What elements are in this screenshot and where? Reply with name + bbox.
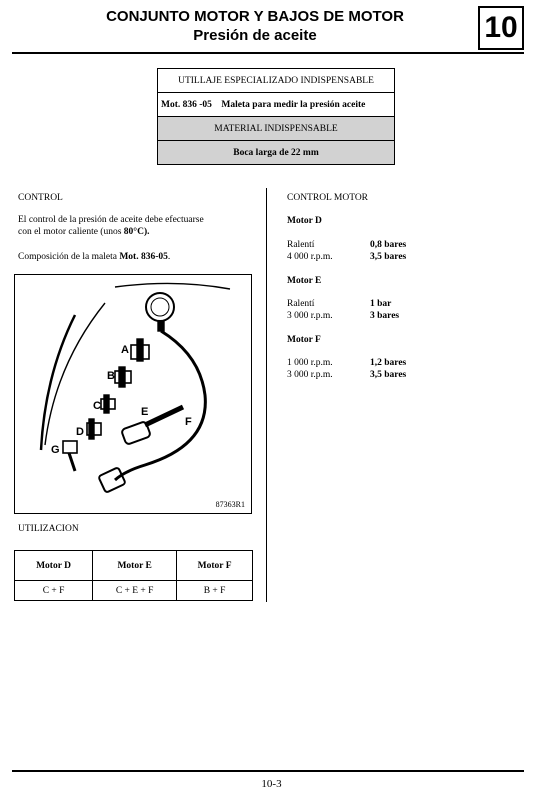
cell-motor-d: C + F [15, 581, 93, 601]
engine-f-speed-2: 3 000 r.p.m. [287, 370, 333, 380]
column-divider [266, 188, 267, 602]
label-d: D [76, 426, 84, 438]
control-heading: CONTROL [18, 193, 63, 203]
engine-e-speed-1: Ralentí [287, 299, 315, 309]
engine-e-speed-2: 3 000 r.p.m. [287, 311, 333, 321]
tool-kit-drawing [15, 275, 253, 515]
tool-kit-figure [14, 274, 252, 514]
label-e: E [141, 406, 149, 418]
label-c: C [93, 400, 101, 412]
engine-f-name: Motor F [287, 335, 321, 345]
engine-d-pressure-2: 3,5 bares [370, 252, 407, 262]
page-number: 10-3 [261, 778, 282, 790]
engine-f-speed-1: 1 000 r.p.m. [287, 358, 333, 368]
engine-d-speed-1: Ralentí [287, 240, 315, 250]
special-tools-heading: UTILLAJE ESPECIALIZADO INDISPENSABLE [158, 69, 395, 93]
control-text-part: con el motor caliente (unos [18, 227, 124, 237]
engine-e-pressure-2: 3 bares [370, 311, 400, 321]
engine-d-pressure-1: 0,8 bares [370, 240, 407, 250]
control-motor-heading: CONTROL MOTOR [287, 193, 369, 203]
engine-d-name: Motor D [287, 216, 322, 226]
col-motor-d: Motor D [15, 551, 93, 581]
col-motor-f: Motor F [177, 551, 253, 581]
control-text-line2 [18, 226, 150, 238]
cell-motor-f: B + F [177, 581, 253, 601]
label-g: G [51, 444, 60, 456]
material-item: Boca larga de 22 mm [158, 141, 395, 165]
figure-reference: 87363R1 [215, 500, 245, 509]
col-motor-e: Motor E [93, 551, 177, 581]
label-a: A [121, 344, 129, 356]
header-rule [12, 52, 524, 54]
engine-f-pressure-2: 3,5 bares [370, 370, 407, 380]
cell-motor-e: C + E + F [93, 581, 177, 601]
label-b: B [107, 370, 115, 382]
engine-f-pressure-1: 1,2 bares [370, 358, 407, 368]
tool-reference: Mot. 836 -05 [161, 99, 212, 110]
utilizacion-table [14, 550, 253, 601]
material-heading: MATERIAL INDISPENSABLE [158, 117, 395, 141]
footer-rule [12, 770, 524, 772]
control-text-line1: El control de la presión de aceite debe efectuarse [18, 215, 204, 225]
composition-tool-ref: Mot. 836-05 [119, 252, 168, 262]
tool-description: Maleta para medir la presión aceite [221, 99, 366, 110]
utilizacion-heading: UTILIZACION [18, 524, 79, 534]
engine-e-name: Motor E [287, 276, 322, 286]
tooling-table [157, 68, 395, 165]
composition-label: Composición de la maleta [18, 252, 120, 262]
composition-text [18, 251, 170, 263]
label-f: F [185, 416, 192, 428]
page-subtitle: Presión de aceite [193, 27, 317, 44]
composition-period: . [167, 252, 171, 262]
page-title: CONJUNTO MOTOR Y BAJOS DE MOTOR [106, 8, 404, 25]
engine-d-speed-2: 4 000 r.p.m. [287, 252, 333, 262]
special-tool-row [158, 93, 395, 117]
engine-e-pressure-1: 1 bar [370, 299, 392, 309]
control-temperature: 80°C). [123, 227, 150, 237]
chapter-number: 10 [478, 6, 524, 50]
